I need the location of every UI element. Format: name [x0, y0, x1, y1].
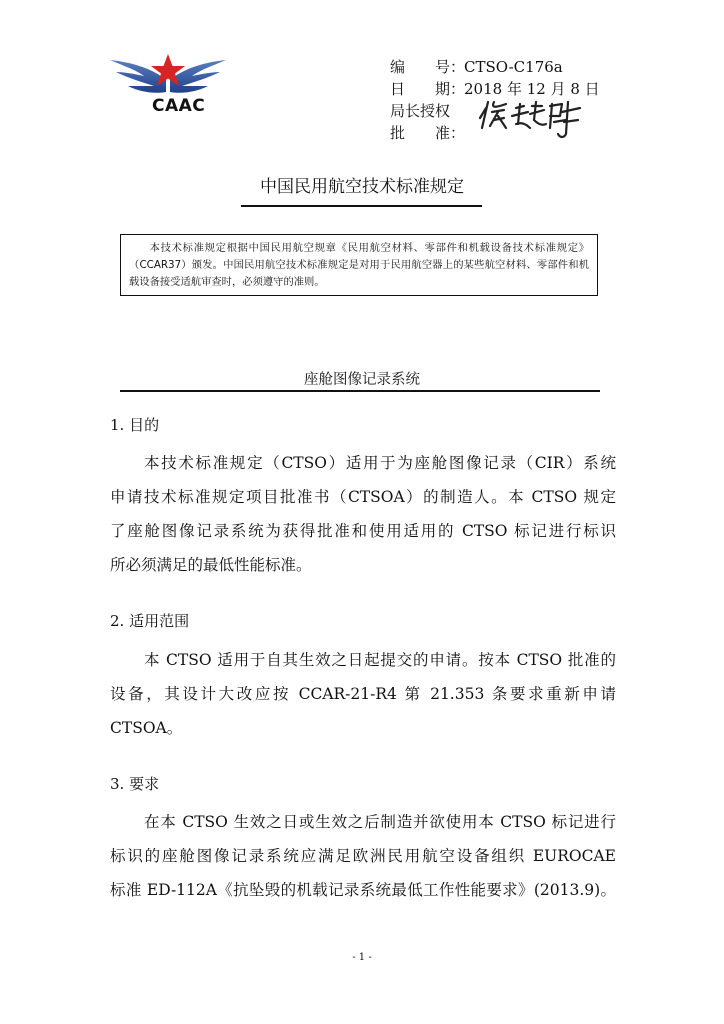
- paragraph-line: 标准 ED-112A《抗坠毁的机载记录系统最低工作性能要求》(2013.9)。: [110, 881, 616, 899]
- paragraph-line: 申请技术标准规定项目批准书（CTSOA）的制造人。本 CTSO 规定: [110, 488, 616, 506]
- notice-text: 本技术标准规定根据中国民用航空规章《民用航空材料、零部件和机载设备技术标准规定》（CCAR37）颁发。中国民用航空技术标准规定是对用于民用航空器上的某些航空材料、零部件和机载设备接受适航审查时，必须遵守的准则。: [129, 242, 589, 288]
- title-underline: [241, 205, 482, 207]
- logo-text: CAAC: [152, 96, 206, 116]
- section-title: 适用范围: [129, 612, 190, 630]
- subtitle-underline: [120, 390, 600, 392]
- meta-label: 日 期：: [390, 80, 466, 98]
- section-title: 要求: [129, 775, 160, 793]
- paragraph-line: 设备，其设计大改应按 CCAR-21-R4 第 21.353 条要求重新申请: [110, 685, 616, 703]
- paragraph-line: 所必须满足的最低性能标准。: [110, 556, 312, 574]
- paragraph-line: CTSOA。: [110, 719, 183, 737]
- page-title: 中国民用航空技术标准规定: [260, 177, 464, 197]
- section-title: 目的: [129, 416, 160, 434]
- notice-box: [120, 234, 598, 296]
- paragraph-line: 标识的座舱图像记录系统应满足欧洲民用航空设备组织 EUROCAE: [110, 847, 616, 865]
- meta-label: 批 准：: [390, 124, 466, 142]
- meta-label: 局长授权: [390, 102, 451, 120]
- section-number: 3.: [110, 775, 125, 793]
- meta-number: [390, 56, 600, 78]
- caac-logo: [108, 50, 228, 122]
- section-heading-requirements: [110, 773, 159, 794]
- document-subtitle: 座舱图像记录系统: [304, 372, 420, 388]
- paragraph-line: 在本 CTSO 生效之日或生效之后制造并欲使用本 CTSO 标记进行: [144, 813, 616, 831]
- section-body-scope: [110, 643, 616, 745]
- wings-star-emblem-icon: [108, 50, 228, 100]
- signature: [476, 94, 586, 144]
- meta-label: 编 号：: [390, 58, 466, 76]
- section-body-requirements: [110, 805, 616, 907]
- section-number: 1.: [110, 416, 125, 434]
- meta-value: 2018 年 12 月 8 日: [464, 80, 600, 98]
- section-heading-scope: [110, 610, 189, 631]
- section-heading-purpose: [110, 414, 159, 435]
- page-number: - 1 -: [352, 952, 372, 963]
- meta-value: CTSO-C176a: [464, 58, 563, 76]
- paragraph-line: 本技术标准规定（CTSO）适用于为座舱图像记录（CIR）系统: [144, 454, 616, 472]
- paragraph-line: 了座舱图像记录系统为获得批准和使用适用的 CTSO 标记进行标识: [110, 522, 616, 540]
- handwritten-signature-icon: [476, 94, 586, 144]
- section-number: 2.: [110, 612, 125, 630]
- paragraph-line: 本 CTSO 适用于自其生效之日起提交的申请。按本 CTSO 批准的: [144, 651, 616, 669]
- section-body-purpose: [110, 446, 616, 582]
